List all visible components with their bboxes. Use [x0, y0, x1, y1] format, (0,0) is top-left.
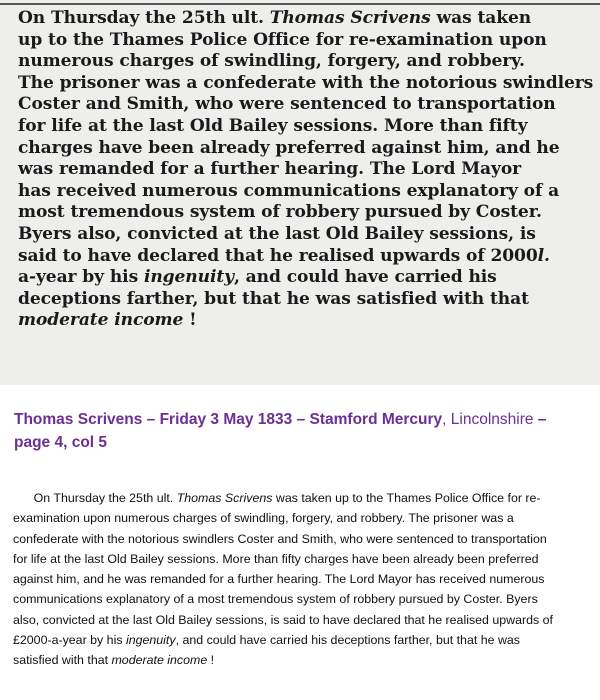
- transcript-line: On Thursday the 25th ult. Thomas Scrivens was taken up to the Thames Police Office for re-: [33, 491, 541, 505]
- clipping-line: said to have declared that he realised upwards of 2000l.: [18, 245, 550, 266]
- transcript-line: against him, and he was remanded for a further hearing. The Lord Mayor has received numerous: [13, 572, 545, 587]
- transcript-line: also, convicted at the last Old Bailey sessions, is said to have declared that he realised upwards of: [13, 612, 553, 627]
- caption-page: page 4, col 5: [14, 434, 108, 451]
- clipping-line: charges have been already preferred against him, and he: [18, 137, 560, 158]
- clipping-line: most tremendous system of robbery pursued by Coster.: [18, 202, 542, 223]
- source-caption: [14, 408, 584, 454]
- clipping-line: The prisoner was a confederate with the notorious swindlers: [18, 72, 594, 93]
- clipping-line: On Thursday the 25th ult. Thomas Scrivens was taken: [18, 8, 532, 28]
- transcript-line: communications explanatory of a most tremendous system of robbery pursued by Coster. Byers: [13, 592, 538, 607]
- transcript-line: examination upon numerous charges of swindling, forgery, and robbery. The prisoner was a: [13, 511, 514, 526]
- clipping-line: a-year by his ingenuity, and could have carried his: [18, 267, 497, 288]
- clipping-line: Coster and Smith, who were sentenced to transportation: [18, 94, 556, 115]
- clipping-line: up to the Thames Police Office for re-examination upon: [18, 29, 547, 50]
- clipping-line: for life at the last Old Bailey sessions. More than fifty: [18, 115, 528, 136]
- clipping-top-rule: [0, 3, 600, 5]
- caption-title: Thomas Scrivens – Friday 3 May 1833 – Stamford Mercury: [14, 411, 443, 428]
- caption-dash: –: [533, 411, 547, 428]
- clipping-line: was remanded for a further hearing. The Lord Mayor: [18, 159, 522, 180]
- clipping-line: deceptions farther, but that he was satisfied with that: [18, 288, 529, 309]
- transcript-line: for life at the last Old Bailey sessions. More than fifty charges have been already been preferred: [13, 551, 539, 566]
- caption-county: , Lincolnshire: [442, 411, 534, 428]
- transcription-text: [13, 488, 588, 671]
- transcript-line: satisfied with that moderate income !: [13, 653, 215, 668]
- clipping-text: [18, 8, 594, 332]
- clipping-line: moderate income !: [18, 310, 197, 331]
- transcript-line: confederate with the notorious swindlers Coster and Smith, who were sentenced to transportation: [13, 531, 547, 546]
- clipping-line: numerous charges of swindling, forgery, and robbery.: [18, 51, 525, 72]
- clipping-line: Byers also, convicted at the last Old Bailey sessions, is: [18, 223, 536, 244]
- clipping-line: has received numerous communications explanatory of a: [18, 180, 560, 201]
- transcript-line: £2000-a-year by his ingenuity, and could have carried his deceptions farther, but that he was: [13, 633, 520, 648]
